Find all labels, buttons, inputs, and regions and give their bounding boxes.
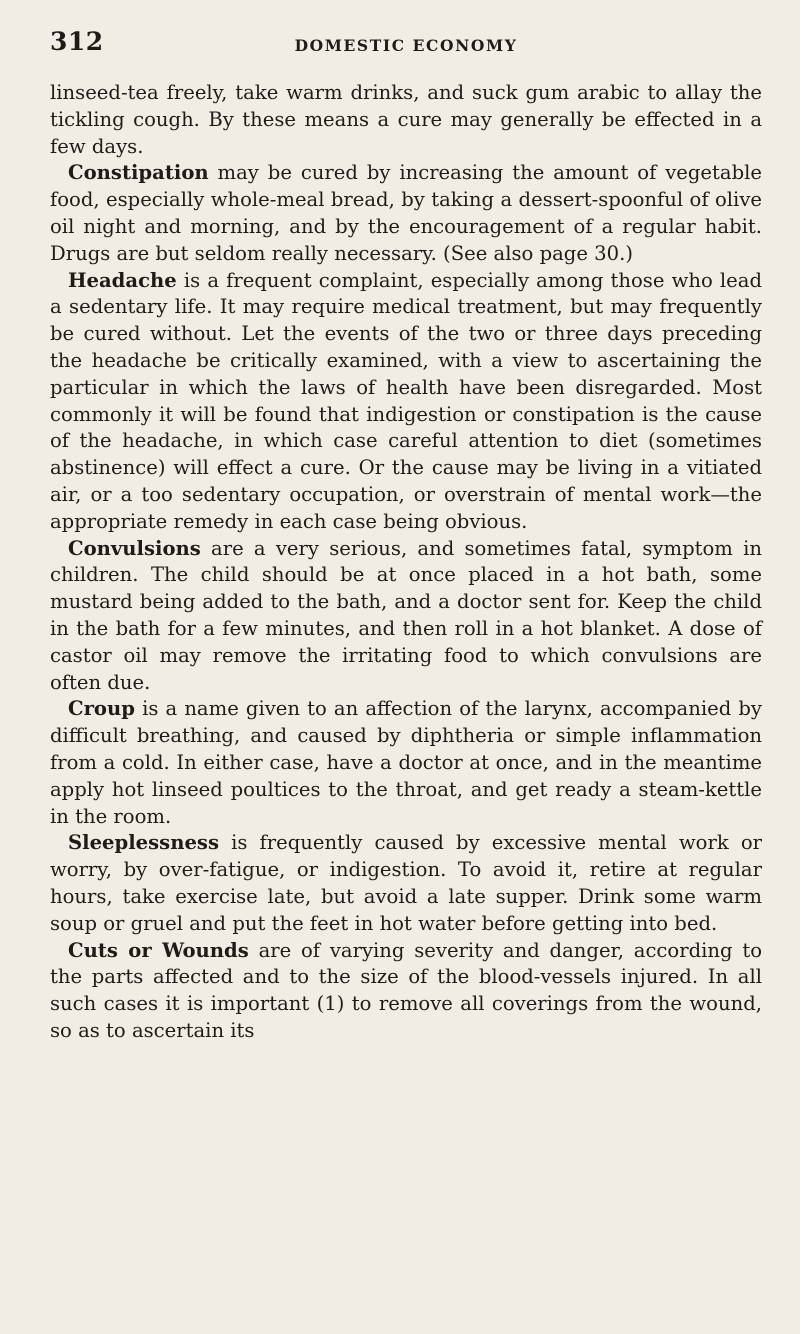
paragraph-croup xyxy=(50,696,762,830)
paragraph-term: Headache xyxy=(68,268,177,292)
paragraph-continuation xyxy=(50,80,762,160)
paragraph-convulsions xyxy=(50,536,762,697)
paragraph-headache xyxy=(50,268,762,536)
body-text xyxy=(50,80,762,1045)
paragraph-text: is frequently caused by excessive mental work or worry, by over-fatigue, or indigestion. To avoid it, retire at regular hours, take exercise late, but avoid a late supper. Drink some warm soup or gruel and put the feet in hot water before getting into bed. xyxy=(50,831,762,935)
paragraph-term: Sleeplessness xyxy=(68,831,219,855)
book-page xyxy=(50,0,762,1334)
paragraph-text: are of varying severity and danger, according to the parts affected and to the size of the blood-vessels injured. In all such cases it is important (1) to remove all coverings from the wound, so as to ascertain its xyxy=(50,938,762,1042)
page-number: 312 xyxy=(50,27,104,56)
paragraph-text: are a very serious, and sometimes fatal, symptom in children. The child should be at once placed in a hot bath, some mustard being added to the bath, and a doctor sent for. Keep the child in the bath for a few minutes, and then roll in a hot blanket. A dose of castor oil may remove the irritating food to which convulsions are often due. xyxy=(50,536,762,694)
paragraph-term: Croup xyxy=(68,697,135,721)
paragraph-term: Constipation xyxy=(68,161,209,185)
paragraph-text: may be cured by increasing the amount of vegetable food, especially whole-meal bread, by taking a dessert-spoonful of olive oil night and morning, and by the encouragement of a regular habit. Drugs are but seldom really necessary. (See also page 30.) xyxy=(50,161,762,265)
running-head xyxy=(50,0,762,80)
running-title: DOMESTIC ECONOMY xyxy=(294,36,518,55)
paragraph-term: Convulsions xyxy=(68,536,201,560)
paragraph-text: is a name given to an affection of the larynx, accompanied by difficult breathing, and caused by diphtheria or simple inflammation from a cold. In either case, have a doctor at once, and in the meantime apply hot linseed poultices to the throat, and get ready a steam-kettle in the room. xyxy=(50,697,762,828)
paragraph-text: is a frequent complaint, especially among those who lead a sedentary life. It may require medical treatment, but may frequently be cured without. Let the events of the two or three days preceding the headache be critically examined, with a view to ascertaining the particular in which the laws of health have been disregarded. Most commonly it will be found that indigestion or constipation is the cause of the headache, in which case careful attention to diet (sometimes abstinence) will effect a cure. Or the cause may be living in a vitiated air, or a too sedentary occupation, or overstrain of mental work—the appropriate remedy in each case being obvious. xyxy=(50,268,762,533)
paragraph-text: linseed-tea freely, take warm drinks, and suck gum arabic to allay the tickling cough. By these means a cure may generally be effected in a few days. xyxy=(50,81,762,158)
paragraph-sleeplessness xyxy=(50,830,762,937)
paragraph-constipation xyxy=(50,160,762,267)
paragraph-term: Cuts or Wounds xyxy=(68,938,249,962)
paragraph-cuts-or-wounds xyxy=(50,938,762,1045)
